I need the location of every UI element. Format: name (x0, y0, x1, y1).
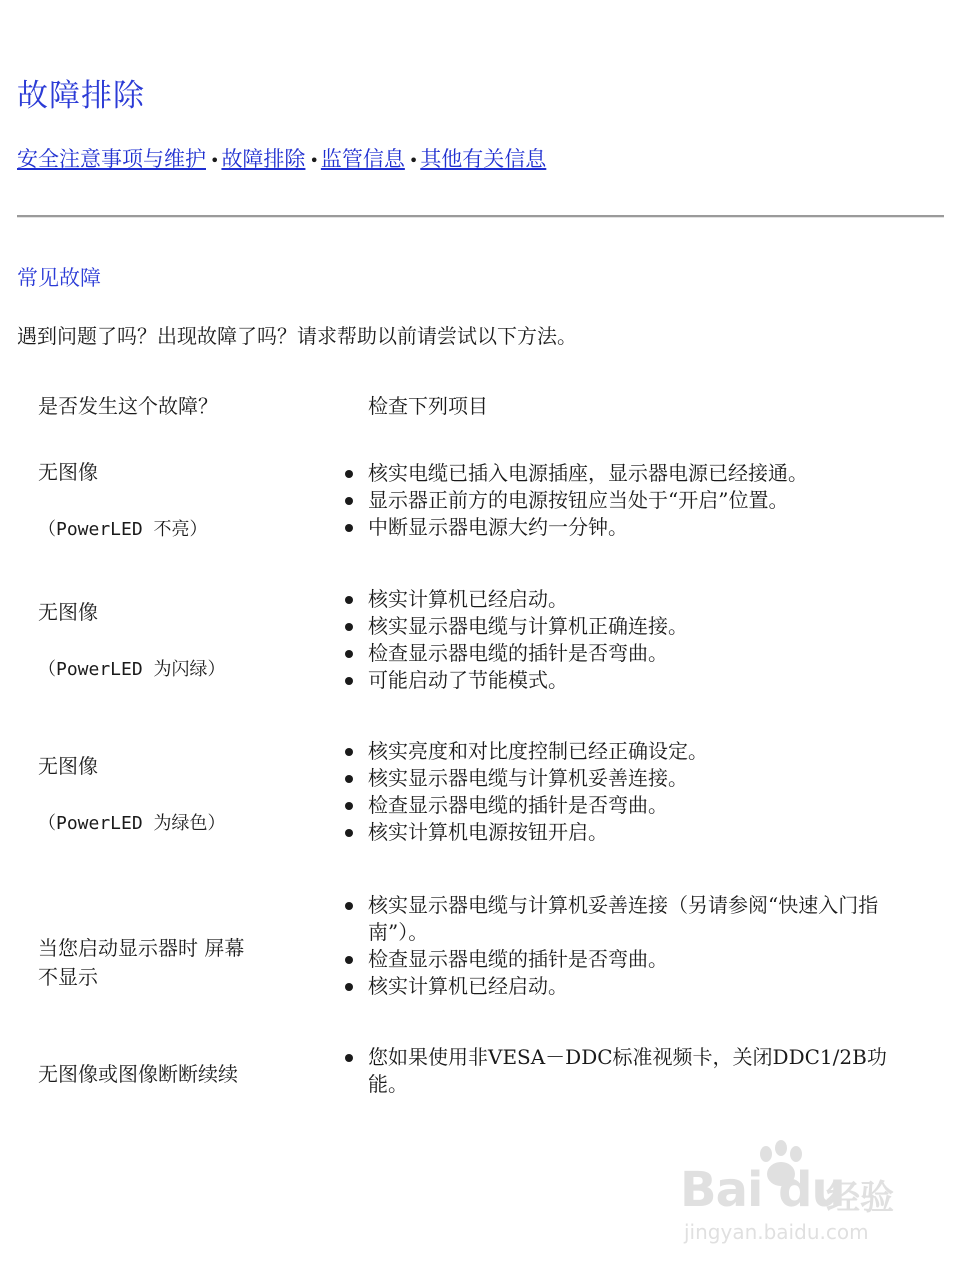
section-title: 常见故障 (17, 266, 101, 290)
symptom-sublabel: （PowerLED 为绿色） (38, 813, 226, 834)
symptom-cell (38, 458, 253, 544)
watermark-url: jingyan.baidu.com (684, 1220, 869, 1244)
nav-separator: • (210, 151, 220, 170)
breadcrumb-nav (17, 143, 546, 173)
baidu-jingyan-watermark (680, 1140, 920, 1250)
nav-separator: • (408, 151, 419, 170)
check-item: 核实亮度和对比度控制已经正确设定。 (340, 738, 920, 765)
check-item: 检查显示器电缆的插针是否弯曲。 (340, 946, 920, 973)
column-header-symptom: 是否发生这个故障？ (38, 394, 218, 418)
check-list (340, 586, 920, 694)
nav-link-safety[interactable]: 安全注意事项与维护 (17, 147, 206, 171)
check-item: 核实计算机已经启动。 (340, 973, 920, 1000)
symptom-cell (38, 598, 253, 684)
check-item: 核实显示器电缆与计算机正确连接。 (340, 613, 920, 640)
watermark-brand: Bai du (680, 1162, 845, 1218)
column-header-check: 检查下列项目 (368, 394, 488, 418)
check-list (340, 1044, 920, 1098)
page-title: 故障排除 (17, 78, 145, 114)
check-list (340, 892, 920, 1000)
horizontal-divider (17, 215, 944, 218)
symptom-label: 无图像 (38, 600, 98, 624)
check-item: 可能启动了节能模式。 (340, 667, 920, 694)
check-list (340, 738, 920, 846)
symptom-cell (38, 1060, 253, 1089)
watermark-jingyan: 经验 (826, 1178, 894, 1218)
check-item: 核实显示器电缆与计算机妥善连接（另请参阅“快速入门指南”）。 (340, 892, 920, 946)
check-item: 检查显示器电缆的插针是否弯曲。 (340, 640, 920, 667)
check-item: 中断显示器电源大约一分钟。 (340, 514, 920, 541)
check-item: 显示器正前方的电源按钮应当处于“开启”位置。 (340, 487, 920, 514)
check-item: 核实计算机已经启动。 (340, 586, 920, 613)
nav-link-regulatory[interactable]: 监管信息 (320, 147, 405, 171)
check-item: 核实计算机电源按钮开启。 (340, 819, 920, 846)
symptom-label: 无图像或图像断断续续 (38, 1062, 238, 1086)
symptom-label: 无图像 (38, 460, 98, 484)
intro-text: 遇到问题了吗？出现故障了吗？请求帮助以前请尝试以下方法。 (17, 324, 577, 348)
symptom-label: 无图像 (38, 754, 98, 778)
nav-link-troubleshooting[interactable]: 故障排除 (221, 147, 306, 171)
symptom-sublabel: （PowerLED 为闪绿） (38, 659, 226, 680)
symptom-sublabel: （PowerLED 不亮） (38, 519, 208, 540)
check-item: 您如果使用非VESA－DDC标准视频卡，关闭DDC1/2B功能。 (340, 1044, 920, 1098)
check-item: 核实电缆已插入电源插座，显示器电源已经接通。 (340, 460, 920, 487)
nav-separator: • (309, 151, 319, 170)
check-list (340, 460, 920, 541)
nav-link-other-info[interactable]: 其他有关信息 (420, 147, 547, 171)
check-item: 检查显示器电缆的插针是否弯曲。 (340, 792, 920, 819)
symptom-cell (38, 934, 253, 992)
symptom-cell (38, 752, 253, 838)
check-item: 核实显示器电缆与计算机妥善连接。 (340, 765, 920, 792)
symptom-label: 当您启动显示器时 屏幕不显示 (38, 936, 245, 989)
